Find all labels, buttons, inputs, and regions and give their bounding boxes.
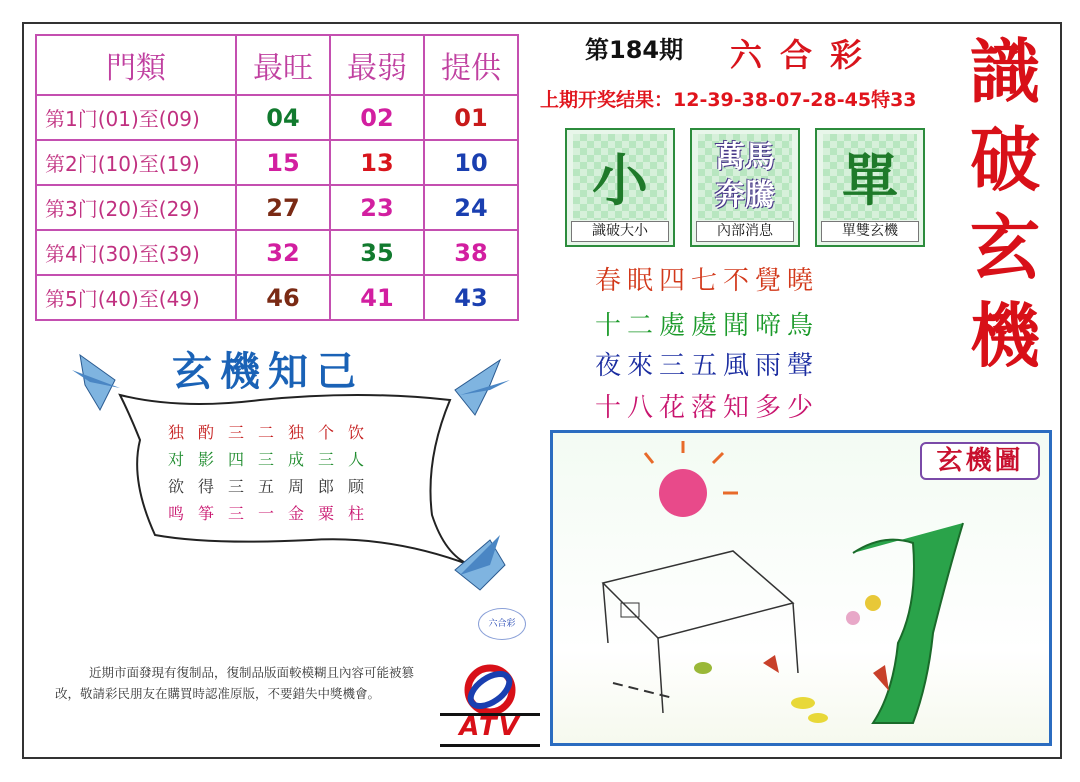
- poem-line-3: 夜來三五風雨聲: [595, 351, 820, 381]
- gate-label: 第3门(20)至(29): [36, 185, 236, 230]
- big-title: [960, 28, 1050, 380]
- strongest-value: 04: [236, 95, 330, 140]
- provided-value: 43: [424, 275, 518, 320]
- clue-line-4: 鸣筝三一金粟柱: [168, 504, 379, 523]
- atv-label: ATV: [459, 712, 521, 742]
- gate-label: 第4门(30)至(39): [36, 230, 236, 275]
- hint-box-caption: 識破大小: [571, 221, 669, 242]
- header-category: 門類: [36, 35, 236, 95]
- header-weakest: 最弱: [330, 35, 424, 95]
- strongest-value: 46: [236, 275, 330, 320]
- notice-line: 近期市面發現有復制品，復制品版面較模糊且內容可能被篡: [89, 665, 415, 680]
- provided-value: 38: [424, 230, 518, 275]
- poem-line-4: 十八花落知多少: [595, 393, 820, 423]
- gate-label: 第2门(10)至(19): [36, 140, 236, 185]
- table-row: [36, 230, 518, 275]
- table-row: [36, 95, 518, 140]
- provided-value: 10: [424, 140, 518, 185]
- header-strongest: 最旺: [236, 35, 330, 95]
- table-row: [36, 275, 518, 320]
- hint-box-image: [823, 134, 917, 220]
- strongest-value: 32: [236, 230, 330, 275]
- weakest-value: 02: [330, 95, 424, 140]
- left-heading: 玄機知己: [172, 348, 364, 395]
- provided-value: 24: [424, 185, 518, 230]
- strongest-value: 27: [236, 185, 330, 230]
- hint-box-text: 小: [592, 149, 648, 214]
- big-title-char: 機: [970, 294, 1040, 377]
- hint-box-image: [698, 134, 792, 220]
- hint-box-image: [573, 134, 667, 220]
- table-row: [36, 140, 518, 185]
- notice-text: [55, 662, 435, 704]
- gate-label: 第1门(01)至(09): [36, 95, 236, 140]
- strongest-value: 15: [236, 140, 330, 185]
- clue-line-2: 对影四三成三人: [168, 450, 379, 469]
- door-table: [35, 34, 519, 321]
- hint-box-size: [565, 128, 675, 247]
- issue-number: 第184期: [585, 36, 684, 64]
- lottery-title: 六合彩: [730, 36, 881, 74]
- notice-line: 改，敬請彩民朋友在購買時認准原版，不要錯失中獎機會。: [55, 686, 381, 701]
- clue-line-3: 欲得三五周郎顾: [168, 477, 379, 496]
- hint-box-oddeven: [815, 128, 925, 247]
- hint-box-text: 萬馬奔騰: [715, 140, 775, 213]
- big-title-char: 破: [970, 118, 1040, 201]
- weakest-value: 41: [330, 275, 424, 320]
- last-draw-result: 上期开奖结果：12-39-38-07-28-45特33: [540, 89, 917, 111]
- weakest-value: 23: [330, 185, 424, 230]
- header-provided: 提供: [424, 35, 518, 95]
- hint-box-text: 單: [842, 149, 898, 214]
- hint-box-news: [690, 128, 800, 247]
- weakest-value: 13: [330, 140, 424, 185]
- hint-box-caption: 內部消息: [696, 221, 794, 242]
- poem-line-1: 春眠四七不覺曉: [595, 266, 820, 296]
- big-title-char: 識: [970, 30, 1040, 113]
- big-title-char: 玄: [970, 206, 1040, 289]
- provided-value: 01: [424, 95, 518, 140]
- table-row: [36, 185, 518, 230]
- hint-box-caption: 單雙玄機: [821, 221, 919, 242]
- weakest-value: 35: [330, 230, 424, 275]
- small-lottery-badge: 六合彩: [478, 608, 526, 640]
- clue-line-1: 独酌三二独个饮: [168, 423, 379, 442]
- poem-line-2: 十二處處聞啼鳥: [595, 311, 820, 341]
- picture-tag: 玄機圖: [920, 442, 1040, 480]
- gate-label: 第5门(40)至(49): [36, 275, 236, 320]
